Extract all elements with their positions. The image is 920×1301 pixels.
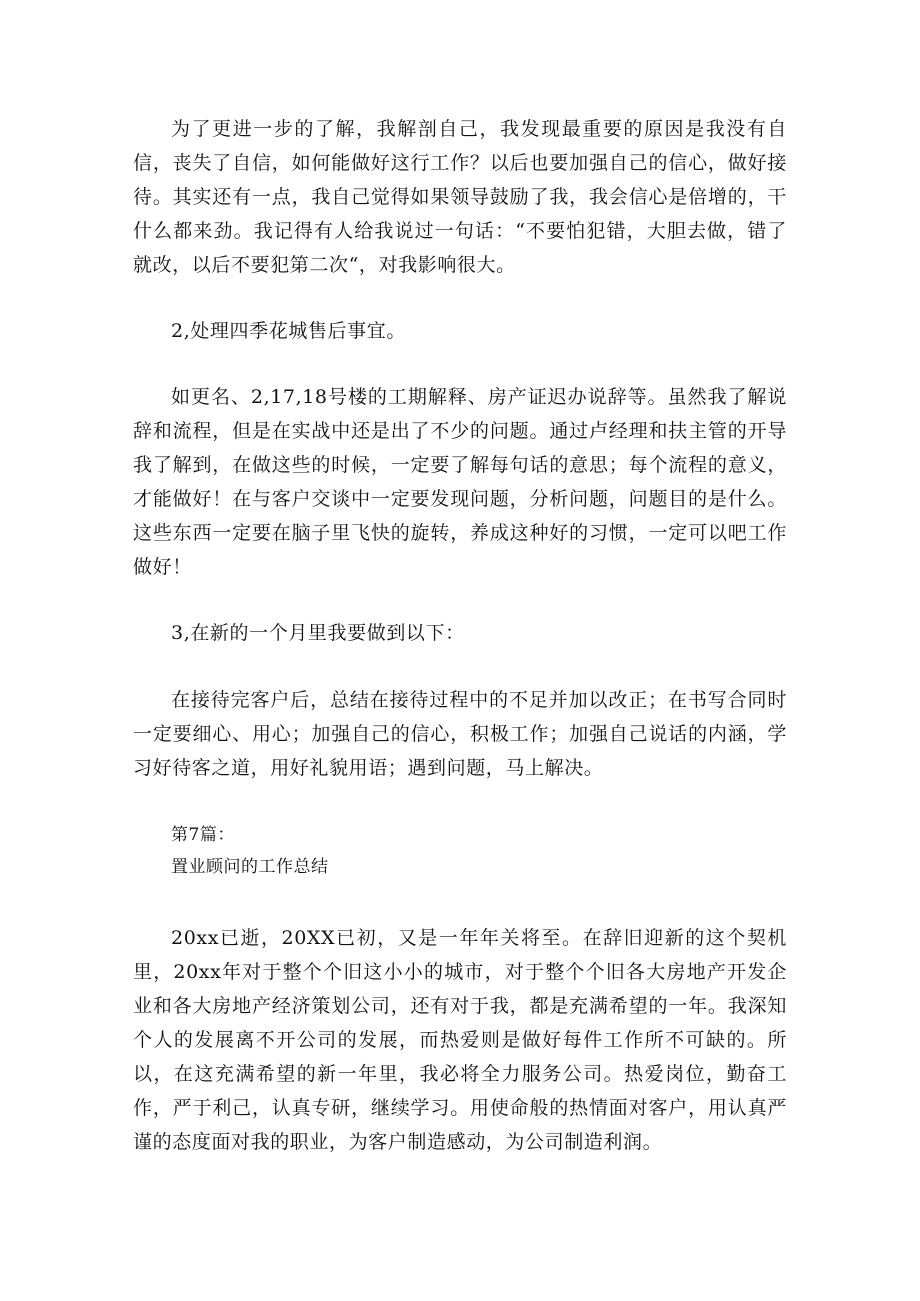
paragraph-after-sales: 如更名、2,17,18号楼的工期解释、房产证迟办说辞等。虽然我了解说辞和流程，但是在实战中还是出了不少的问题。通过卢经理和扶主管的开导我了解到，在做这些的时候，一定要了解每句话的意思；每个流程的意义，才能做好！在与客户交谈中一定要发现问题，分析问题，问题目的是什么。这些东西一定要在脑子里飞快的旋转，养成这种好的习惯，一定可以吧工作做好！: [133, 386, 787, 578]
heading-after-sales: 2,处理四季花城售后事宜。: [171, 320, 406, 342]
heading-next-month: 3,在新的一个月里我要做到以下：: [171, 622, 465, 644]
section-label: 第7篇：: [171, 825, 235, 845]
paragraph-new-year: 20xx已逝，20XX已初，又是一年年关将至。在辞旧迎新的这个契机里，20xx年对于整个个旧这小小的城市，对于整个个旧各大房地产开发企业和各大房地产经济策划公司，还有对于我，都是充满希望的一年。我深知个人的发展离不开公司的发展，而热爱则是做好每件工作所不可缺的。所以，在这充满希望的新一年里，我必将全力服务公司。热爱岗位，勤奋工作，严于利己，认真专研，继续学习。用使命般的热情面对客户，用认真严谨的态度面对我的职业，为客户制造感动，为公司制造利润。: [133, 927, 787, 1153]
section-title: 置业顾问的工作总结: [171, 857, 329, 877]
paragraph-next-month: 在接待完客户后，总结在接待过程中的不足并加以改正；在书写合同时一定要细心、用心；加强自己的信心，积极工作；加强自己说话的内涵，学习好待客之道，用好礼貌用语；遇到问题，马上解决。: [133, 689, 787, 779]
paragraph-self-reflection: 为了更进一步的了解，我解剖自己，我发现最重要的原因是我没有自信，丧失了自信，如何能做好这行工作？以后也要加强自己的信心，做好接待。其实还有一点，我自己觉得如果领导鼓励了我，我会信心是倍增的，干什么都来劲。我记得有人给我说过一句话：“不要怕犯错，大胆去做，错了就改，以后不要犯第二次“，对我影响很大。: [133, 118, 787, 276]
